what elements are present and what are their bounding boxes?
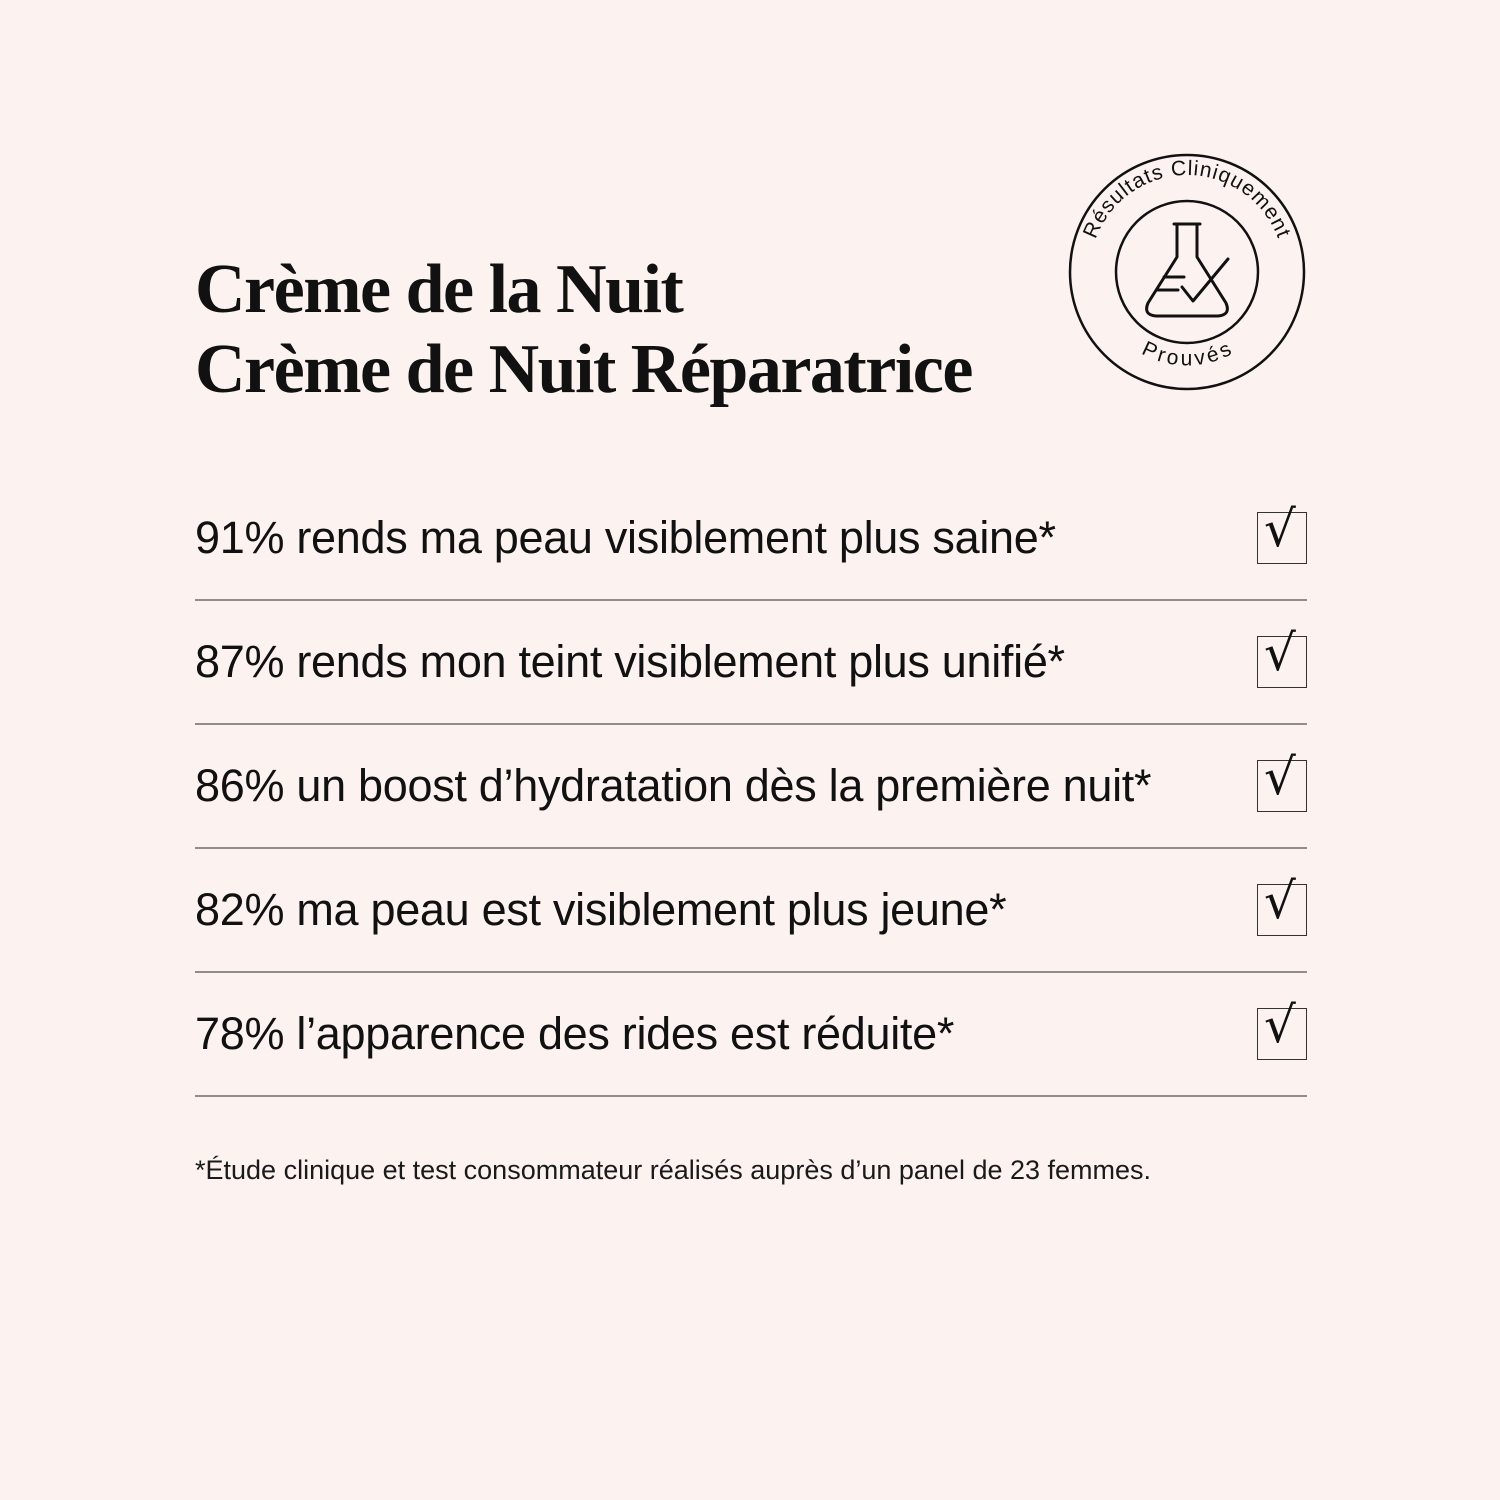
check-mark-icon: √ — [1264, 624, 1296, 682]
claim-text: 87% rends mon teint visiblement plus unifié* — [195, 636, 1065, 687]
check-mark-icon: √ — [1264, 996, 1296, 1054]
checkbox-icon — [1257, 748, 1307, 812]
claims-list — [195, 477, 1307, 1097]
product-name: Crème de la Nuit — [195, 251, 683, 328]
footnote: *Étude clinique et test consommateur réalisés auprès d’un panel de 23 femmes. — [195, 1155, 1152, 1185]
claim-row — [195, 477, 1307, 601]
flask-check-icon — [1147, 224, 1228, 316]
checkbox-icon — [1257, 624, 1307, 688]
check-mark-icon: √ — [1264, 500, 1296, 558]
claim-row — [195, 725, 1307, 849]
checkbox-icon — [1257, 500, 1307, 564]
checkbox-icon — [1257, 996, 1307, 1060]
check-mark-icon: √ — [1264, 748, 1296, 806]
check-mark-icon: √ — [1264, 872, 1296, 930]
claim-text: 78% l’apparence des rides est réduite* — [195, 1008, 955, 1059]
product-title — [195, 250, 972, 410]
claim-text: 82% ma peau est visiblement plus jeune* — [195, 884, 1007, 935]
badge-top-text: Résultats Cliniquement — [1078, 156, 1296, 242]
badge-bottom-text: Prouvés — [1138, 337, 1236, 371]
product-subtitle: Crème de Nuit Réparatrice — [195, 331, 972, 408]
claim-row — [195, 973, 1307, 1097]
claim-text: 91% rends ma peau visiblement plus saine* — [195, 512, 1056, 563]
claim-text: 86% un boost d’hydratation dès la première nuit* — [195, 760, 1152, 811]
checkbox-icon — [1257, 872, 1307, 936]
claim-row — [195, 849, 1307, 973]
claim-row — [195, 601, 1307, 725]
clinical-results-badge — [1068, 153, 1306, 391]
